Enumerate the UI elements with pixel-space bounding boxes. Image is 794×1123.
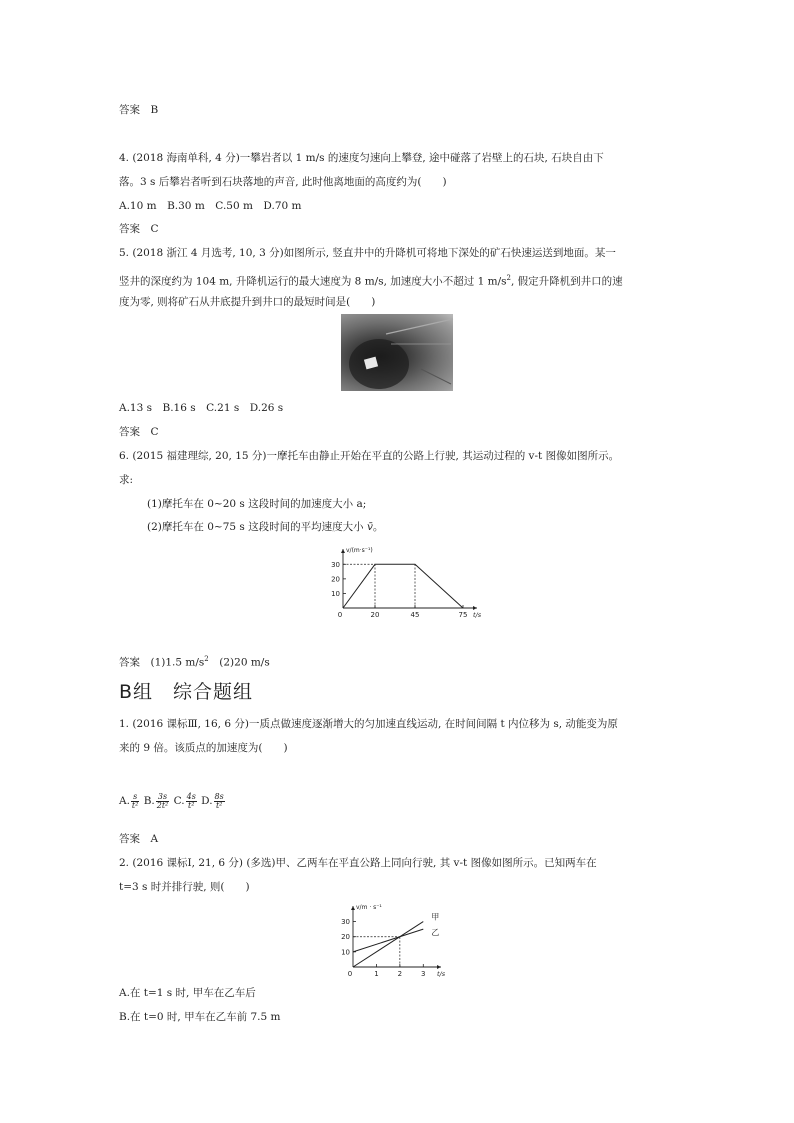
option-c-num: 4s [186, 791, 196, 801]
option-a-num: s [131, 793, 139, 802]
q5-options: A.13 s B.16 s C.21 s D.26 s [119, 402, 284, 414]
x-axis-label: t/s [473, 611, 482, 619]
b1-line2: 来的 9 倍。该质点的加速度为( ) [119, 742, 288, 754]
option-a-letter: A. [119, 795, 130, 807]
option-c-letter: C. [173, 795, 185, 807]
option-b-num: 3s [156, 793, 170, 802]
answer-b1: 答案 A [119, 833, 159, 845]
option-c-den: t² [188, 800, 195, 810]
x-tick-label: 75 [458, 611, 468, 619]
x-axis-label: t/s [437, 970, 446, 978]
series-line [353, 929, 423, 952]
answer-q6-a: 答案 (1)1.5 m/s [119, 656, 205, 669]
q6-sub1: (1)摩托车在 0~20 s 这段时间的加速度大小 a; [147, 498, 367, 510]
option-b-letter: B. [143, 795, 155, 807]
answer-prev: 答案 B [119, 104, 159, 116]
q5-line2 [119, 271, 623, 289]
option-a-frac [131, 793, 139, 810]
x-axis-arrow [437, 965, 441, 969]
option-d-num: 8s [214, 791, 224, 801]
q5-line3: 度为零, 则将矿石从井底提升到井口的最短时间是( ) [119, 296, 376, 308]
q6-sub2 [147, 520, 383, 534]
b1-options [119, 791, 226, 811]
option-a-den: t² [131, 800, 139, 810]
option-b-den: 2t² [156, 800, 169, 810]
y-axis-arrow [351, 906, 355, 910]
option-d-frac [214, 793, 225, 810]
x-axis-arrow [473, 606, 477, 610]
x-tick-label: 2 [397, 970, 403, 978]
b2-option-a: A.在 t=1 s 时, 甲车在乙车后 [119, 987, 256, 999]
q5-line1: 5. (2018 浙江 4 月选考, 10, 3 分)如图所示, 竖直井中的升降机可将地下深处的矿石快速运送到地面。某一 [119, 247, 616, 259]
q6-sub2-a: (2)摩托车在 0~75 s 这段时间的平均速度大小 [147, 521, 367, 533]
x-tick-label: 3 [421, 970, 426, 978]
vt-chart-two-cars [335, 897, 470, 982]
option-d-letter: D. [201, 795, 213, 807]
q6-line1: 6. (2015 福建理综, 20, 15 分)一摩托车由静止开始在平直的公路上行驶, 其运动过程的 v-t 图像如图所示。 [119, 450, 620, 462]
x-tick-label: 0 [347, 970, 353, 978]
b2-line2: t=3 s 时并排行驶, 则( ) [119, 881, 250, 893]
q6-sub2-b: 。 [372, 521, 384, 533]
answer-q6-b: (2)20 m/s [208, 656, 270, 669]
b2-option-b: B.在 t=0 时, 甲车在乙车前 7.5 m [119, 1011, 281, 1023]
answer-q6-sup: 2 [204, 655, 209, 663]
y-tick-label: 10 [341, 948, 350, 957]
y-axis-label: v/(m·s⁻¹) [346, 547, 373, 554]
answer-q6 [119, 652, 270, 670]
q4-line1: 4. (2018 海南单科, 4 分)一攀岩者以 1 m/s 的速度匀速向上攀登, 途中碰落了岩壁上的石块, 石块自由下 [119, 152, 604, 164]
q4-line2: 落。3 s 后攀岩者听到石块落地的声音, 此时他离地面的高度约为( ) [119, 176, 447, 188]
x-tick-label: 20 [370, 611, 380, 619]
x-tick-label: 1 [374, 970, 379, 978]
q4-options: A.10 m B.30 m C.50 m D.70 m [119, 200, 302, 212]
q5-line2-a: 竖井的深度约为 104 m, 升降机运行的最大速度为 8 m/s, 加速度大小不超过 1 m/s [119, 275, 507, 288]
b1-line1: 1. (2016 课标Ⅲ, 16, 6 分)一质点做速度逐渐增大的匀加速直线运动, 在时间间隔 t 内位移为 s, 动能变为原 [119, 718, 618, 730]
section-heading: B组 综合题组 [119, 681, 254, 703]
q5-line2-b: , 假定升降机到井口的速 [510, 275, 623, 288]
y-axis-label: v/m · s⁻¹ [356, 904, 382, 911]
mine-shaft-image [341, 314, 453, 391]
mine-shaft-photo [341, 314, 453, 391]
y-tick-label: 30 [331, 560, 340, 569]
x-tick-label: 45 [410, 611, 420, 619]
y-tick-label: 20 [331, 575, 340, 584]
y-tick-label: 30 [341, 918, 350, 927]
option-b-frac [156, 793, 170, 810]
series-label: 甲 [431, 912, 440, 922]
series-line [353, 922, 423, 967]
option-c-frac [186, 793, 197, 810]
q6-line2: 求: [119, 474, 134, 486]
q5-line2-sup: 2 [506, 274, 511, 282]
answer-q4: 答案 C [119, 223, 159, 235]
vt-chart-motorcycle [325, 540, 482, 620]
series-label: 乙 [431, 928, 440, 938]
y-tick-label: 20 [341, 933, 350, 942]
y-tick-label: 10 [331, 589, 340, 598]
v-bar-symbol: v̄ [366, 521, 373, 533]
y-axis-arrow [341, 549, 345, 553]
x-tick-label: 0 [337, 611, 343, 619]
b2-line1: 2. (2016 课标Ⅰ, 21, 6 分) (多选)甲、乙两车在平直公路上同向行驶, 其 v-t 图像如图所示。已知两车在 [119, 857, 597, 869]
answer-q5: 答案 C [119, 426, 159, 438]
option-d-den: t² [215, 800, 223, 810]
series-line [343, 564, 463, 608]
